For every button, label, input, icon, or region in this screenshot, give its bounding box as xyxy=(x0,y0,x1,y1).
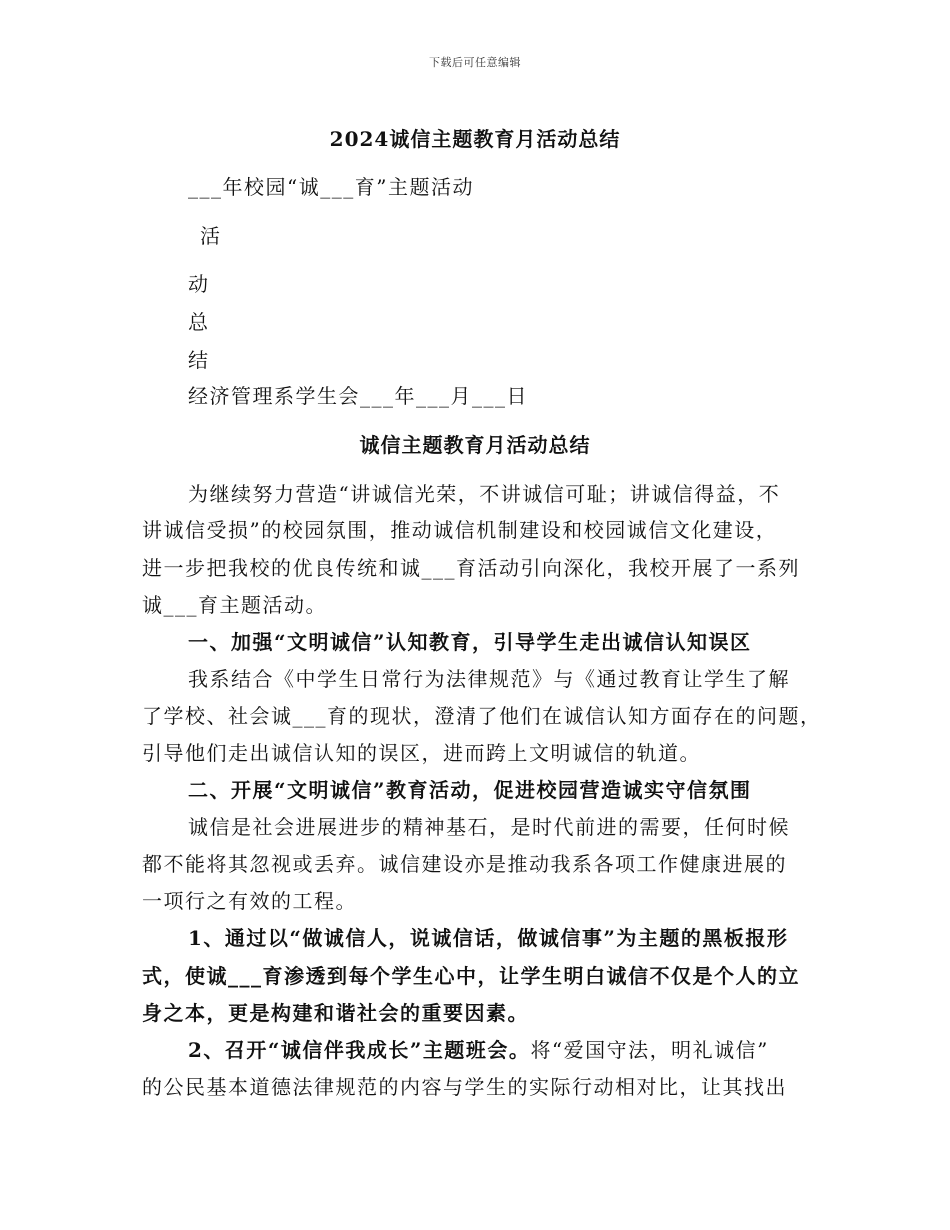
header-note: 下载后可任意编辑 xyxy=(429,56,521,69)
list-item-2-line: 的公民基本道德法律规范的内容与学生的实际行动相对比，让其找出 xyxy=(142,1075,787,1099)
list-item-2-line xyxy=(188,1035,769,1065)
paragraph-line: 诚信是社会进展进步的精神基石，是时代前进的需要，任何时候 xyxy=(188,815,790,839)
document-title: 2024诚信主题教育月活动总结 xyxy=(329,127,621,151)
paragraph-line: 引导他们走出诚信认知的误区，进而跨上文明诚信的轨道。 xyxy=(142,741,701,765)
paragraph-line: 我系结合《中学生日常行为法律规范》与《通过教育让学生了解 xyxy=(188,667,790,691)
cover-vertical-char: 总 xyxy=(188,310,210,334)
cover-org-date: 经济管理系学生会___年___月___日 xyxy=(188,384,528,408)
heading-2: 二、开展“文明诚信”教育活动，促进校园营造诚实守信氛围 xyxy=(188,778,752,802)
paragraph-line: 一项行之有效的工程。 xyxy=(142,889,357,913)
paragraph-line: 为继续努力营造“讲诚信光荣，不讲诚信可耻；讲诚信得益，不 xyxy=(188,482,781,506)
list-item-1-line: 1、通过以“做诚信人，说诚信话，做诚信事”为主题的黑板报形 xyxy=(188,926,789,950)
heading-1: 一、加强“文明诚信”认知教育，引导学生走出诚信认知误区 xyxy=(188,630,752,654)
cover-vertical-char: 结 xyxy=(188,348,210,372)
cover-line: ___年校园“诚___育”主题活动 xyxy=(188,175,474,199)
paragraph-line: 讲诚信受损”的校园氛围，推动诚信机制建设和校园诚信文化建设， xyxy=(142,518,778,542)
section-title: 诚信主题教育月活动总结 xyxy=(359,433,591,457)
paragraph-line: 都不能将其忽视或丢弃。诚信建设亦是推动我系各项工作健康进展的 xyxy=(142,852,787,876)
paragraph-line: 诚___育主题活动。 xyxy=(142,593,327,617)
list-item-1-line: 身之本，更是构建和谐社会的重要因素。 xyxy=(142,1001,529,1025)
list-item-2-rest: 将“爱国守法，明礼诚信” xyxy=(530,1038,769,1062)
paragraph-line: 进一步把我校的优良传统和诚___育活动引向深化，我校开展了一系列 xyxy=(142,556,800,580)
list-item-2-lead: 2、召开“诚信伴我成长”主题班会。 xyxy=(188,1038,531,1062)
cover-vertical-char: 动 xyxy=(188,272,210,296)
paragraph-line: 了学校、社会诚___育的现状，澄清了他们在诚信认知方面存在的问题， xyxy=(142,704,822,728)
list-item-1-line: 式，使诚___育渗透到每个学生心中，让学生明白诚信不仅是个人的立 xyxy=(142,964,800,988)
cover-vertical-char: 活 xyxy=(200,224,222,248)
